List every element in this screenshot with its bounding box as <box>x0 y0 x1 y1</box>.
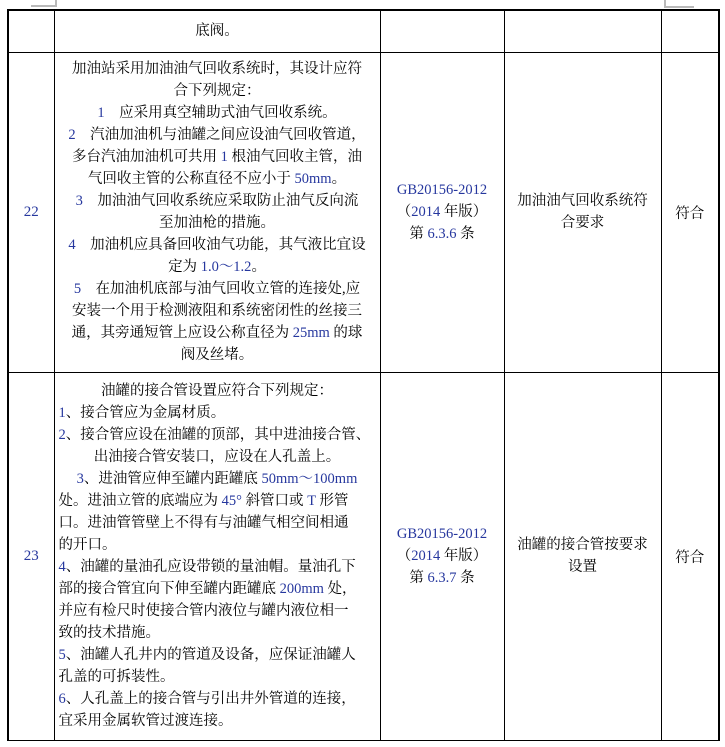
requirement-line: 定为 1.0～1.2。 <box>168 259 266 275</box>
requirement-line: 至加油枪的措施。 <box>159 215 275 231</box>
standard-reference-cell <box>380 10 504 52</box>
latin-text: GB20156-2012 <box>396 182 488 198</box>
requirement-line: 3 加油油气回收系统应采取防止油气反向流 <box>75 193 359 209</box>
requirement-line: 1、接合管应为金属材质。 <box>58 405 226 421</box>
standard-reference-cell <box>380 52 504 372</box>
latin-text: 5 <box>73 281 82 297</box>
requirement-text-cell <box>54 372 380 740</box>
finding-text: 加油油气回收系统符合要求 <box>517 193 648 231</box>
page-top-artifact-left-vertical <box>55 0 57 7</box>
latin-text: 45° <box>221 493 242 509</box>
latin-text: 200mm <box>279 581 324 597</box>
requirement-line: 多台汽油加油机可共用 1 根油气回收主管，油 <box>72 149 362 165</box>
latin-text: 2014 <box>411 204 441 220</box>
latin-text: 50mm <box>294 171 332 187</box>
requirement-line: 底阀。 <box>195 23 239 40</box>
finding-cell <box>504 10 661 52</box>
latin-text: 25mm <box>292 325 330 341</box>
finding-cell <box>504 372 661 740</box>
standard-reference-line <box>381 523 504 545</box>
standard-reference-line: （2014 年版） <box>396 548 488 564</box>
latin-text: GB20156-2012 <box>396 526 488 542</box>
conclusion-cell: 符合 <box>661 52 719 372</box>
requirement-line: 出油接合管安装口，应设在人孔盖上。 <box>93 449 341 465</box>
page-top-artifact-left-horizontal <box>31 5 57 7</box>
row-number-cell <box>8 52 54 372</box>
standard-reference-line: （2014 年版） <box>396 204 488 220</box>
requirement-line: 孔盖的可拆装性。 <box>58 669 175 685</box>
latin-text: 6 <box>58 691 66 707</box>
latin-text: 2 <box>58 427 66 443</box>
table-row <box>8 52 719 372</box>
requirement-line: 1 应采用真空辅助式油气回收系统。 <box>97 105 337 121</box>
requirement-line: 6、人孔盖上的接合管与引出井外管道的连接， <box>58 691 356 707</box>
requirement-line: 5 在加油机底部与油气回收立管的连接处,应 <box>73 281 361 297</box>
conclusion-cell: 符合 <box>661 372 719 740</box>
finding-text: 油罐的接合管按要求设置 <box>517 537 648 575</box>
latin-text: 5 <box>58 647 66 663</box>
requirement-line: 2 汽油加油机与油罐之间应设油气回收管道， <box>68 127 366 143</box>
table-row <box>8 10 719 52</box>
requirement-line: 通，其旁通短管上应设公称直径为 25mm 的球 <box>71 325 363 341</box>
requirement-line: 安装一个用于检测液阻和系统密闭性的丝接三 <box>72 303 362 319</box>
conclusion-cell <box>661 10 719 52</box>
latin-text: 1 <box>220 149 228 165</box>
requirement-line: 气回收主管的公称直径不应小于 50mm。 <box>87 171 347 187</box>
table-body <box>8 10 719 740</box>
latin-text: 6.3.7 <box>427 570 457 586</box>
latin-text: 1 <box>97 105 105 121</box>
latin-text: 2014 <box>411 548 441 564</box>
requirement-line: 并应有检尺时使接合管内液位与罐内液位相一 <box>58 603 349 619</box>
row-number-cell <box>8 10 54 52</box>
requirement-line: 4、油罐的量油孔应设带锁的量油帽。量油孔下 <box>58 559 356 575</box>
latin-text: 3 <box>76 471 84 487</box>
page-top-artifact-right-horizontal <box>664 6 694 8</box>
latin-text: 23 <box>23 547 39 564</box>
latin-text: 3 <box>75 193 83 209</box>
standard-reference-line: 第 6.3.6 条 <box>409 226 475 242</box>
latin-text: 50mm～100mm <box>261 471 358 487</box>
inspection-table <box>7 9 720 741</box>
requirement-text-cell <box>54 52 380 372</box>
requirement-line: 致的技术措施。 <box>58 625 160 641</box>
latin-text: 4 <box>58 559 66 575</box>
requirement-line: 宜采用金属软管过渡连接。 <box>58 713 233 729</box>
requirement-line: 处。进油立管的底端应为 45° 斜管口或 T 形管 <box>58 493 349 509</box>
requirement-line: 部的接合管宜向下伸至罐内距罐底 200mm 处， <box>58 581 357 597</box>
requirement-text-cell <box>54 10 380 52</box>
latin-text: 1.0～1.2 <box>200 259 252 275</box>
requirement-line: 5、油罐人孔井内的管道及设备，应保证油罐人 <box>58 647 356 663</box>
latin-text: T <box>307 493 316 509</box>
requirement-line: 加油站采用加油油气回收系统时，其设计应符 <box>72 61 362 77</box>
requirement-line: 合下列规定： <box>173 83 261 99</box>
requirement-line: 阀及丝堵。 <box>180 347 254 363</box>
table-row <box>8 372 719 740</box>
requirement-line: 的开口。 <box>58 537 117 553</box>
latin-text: 1 <box>58 405 66 421</box>
requirement-line: 油罐的接合管设置应符合下列规定： <box>101 383 333 399</box>
row-number-cell <box>8 372 54 740</box>
requirement-line: 3、进油管应伸至罐内距罐底 50mm～100mm <box>76 471 358 487</box>
latin-text: 2 <box>68 127 76 143</box>
requirement-line: 4 加油机应具备回收油气功能，其气液比宜设 <box>68 237 366 253</box>
standard-reference-line: 第 6.3.7 条 <box>409 570 475 586</box>
standard-reference-cell <box>380 372 504 740</box>
requirement-line: 2、接合管应设在油罐的顶部，其中进油接合管、 <box>58 427 371 443</box>
latin-text: 6.3.6 <box>427 226 457 242</box>
finding-cell <box>504 52 661 372</box>
latin-text: 4 <box>68 237 76 253</box>
requirement-line: 口。进油管管壁上不得有与油罐气相空间相通 <box>58 515 349 531</box>
latin-text: 22 <box>23 203 39 220</box>
standard-reference-line <box>381 179 504 201</box>
